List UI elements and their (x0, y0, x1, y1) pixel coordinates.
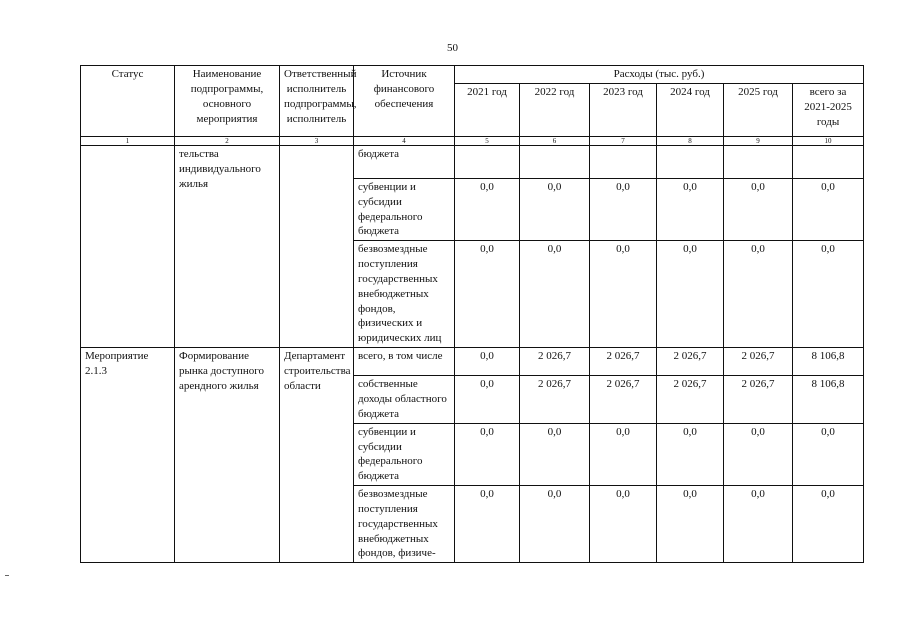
value-cell (590, 145, 657, 178)
header-year: 2022 год (520, 83, 590, 136)
page-number: 50 (447, 42, 458, 54)
value-cell: 0,0 (455, 178, 520, 240)
value-cell: 0,0 (590, 241, 657, 348)
value-cell: 2 026,7 (657, 348, 724, 376)
value-cell: 2 026,7 (657, 376, 724, 424)
value-cell: 0,0 (793, 423, 864, 485)
value-cell: 8 106,8 (793, 348, 864, 376)
source-cell: безвозмездные поступления государственных внебюджетных фондов, физиче- (354, 486, 455, 563)
value-cell: 2 026,7 (590, 348, 657, 376)
status-cell (81, 145, 175, 347)
budget-table (80, 65, 864, 563)
value-cell: 0,0 (793, 486, 864, 563)
value-cell: 0,0 (793, 241, 864, 348)
header-year: 2021 год (455, 83, 520, 136)
value-cell: 0,0 (520, 178, 590, 240)
column-number: 1 (81, 136, 175, 145)
responsible-cell (280, 145, 354, 347)
header-source: Источник финансового обеспечения (354, 66, 455, 137)
column-number: 5 (455, 136, 520, 145)
column-number: 2 (175, 136, 280, 145)
value-cell: 0,0 (657, 423, 724, 485)
value-cell: 0,0 (455, 423, 520, 485)
header-name: Наименование подпрограммы, основного мероприятия (175, 66, 280, 137)
value-cell (520, 145, 590, 178)
column-number: 10 (793, 136, 864, 145)
source-cell: субвенции и субсидии федерального бюджета (354, 178, 455, 240)
value-cell: 0,0 (520, 423, 590, 485)
source-cell: всего, в том числе (354, 348, 455, 376)
value-cell: 0,0 (724, 486, 793, 563)
column-number: 6 (520, 136, 590, 145)
value-cell: 2 026,7 (724, 376, 793, 424)
source-cell: субвенции и субсидии федерального бюджета (354, 423, 455, 485)
value-cell: 0,0 (455, 376, 520, 424)
header-year: 2024 год (657, 83, 724, 136)
value-cell: 8 106,8 (793, 376, 864, 424)
value-cell (455, 145, 520, 178)
value-cell (657, 145, 724, 178)
column-number: 4 (354, 136, 455, 145)
table-row (81, 145, 864, 178)
header-expenses: Расходы (тыс. руб.) (455, 66, 864, 84)
value-cell: 0,0 (455, 241, 520, 348)
header-total: всего за 2021-2025 годы (793, 83, 864, 136)
responsible-cell: Департамент строительства области (280, 348, 354, 563)
value-cell: 0,0 (657, 178, 724, 240)
value-cell: 0,0 (520, 241, 590, 348)
status-cell: Мероприятие 2.1.3 (81, 348, 175, 563)
column-number: 7 (590, 136, 657, 145)
value-cell: 2 026,7 (590, 376, 657, 424)
header-year: 2023 год (590, 83, 657, 136)
header-responsible: Ответственный исполнитель подпрограммы, исполнитель (280, 66, 354, 137)
source-cell: бюджета (354, 145, 455, 178)
header-year: 2025 год (724, 83, 793, 136)
column-number: 8 (657, 136, 724, 145)
header-status: Статус (81, 66, 175, 137)
value-cell: 0,0 (520, 486, 590, 563)
value-cell (724, 145, 793, 178)
value-cell: 0,0 (455, 348, 520, 376)
value-cell: 0,0 (590, 178, 657, 240)
value-cell: 0,0 (724, 423, 793, 485)
column-number: 9 (724, 136, 793, 145)
value-cell: 0,0 (724, 178, 793, 240)
column-number: 3 (280, 136, 354, 145)
margin-mark (5, 575, 9, 576)
table-row (81, 348, 864, 376)
value-cell: 2 026,7 (520, 376, 590, 424)
value-cell: 0,0 (657, 241, 724, 348)
value-cell: 0,0 (590, 486, 657, 563)
source-cell: собственные доходы областного бюджета (354, 376, 455, 424)
value-cell (793, 145, 864, 178)
value-cell: 2 026,7 (520, 348, 590, 376)
value-cell: 0,0 (590, 423, 657, 485)
measure-name-cell: Формирование рынка доступного арендного жилья (175, 348, 280, 563)
value-cell: 2 026,7 (724, 348, 793, 376)
measure-name-cell: тельства индивидуального жилья (175, 145, 280, 347)
value-cell: 0,0 (657, 486, 724, 563)
source-cell: безвозмездные поступления государственных внебюджетных фондов, физических и юридических лиц (354, 241, 455, 348)
value-cell: 0,0 (793, 178, 864, 240)
value-cell: 0,0 (724, 241, 793, 348)
value-cell: 0,0 (455, 486, 520, 563)
